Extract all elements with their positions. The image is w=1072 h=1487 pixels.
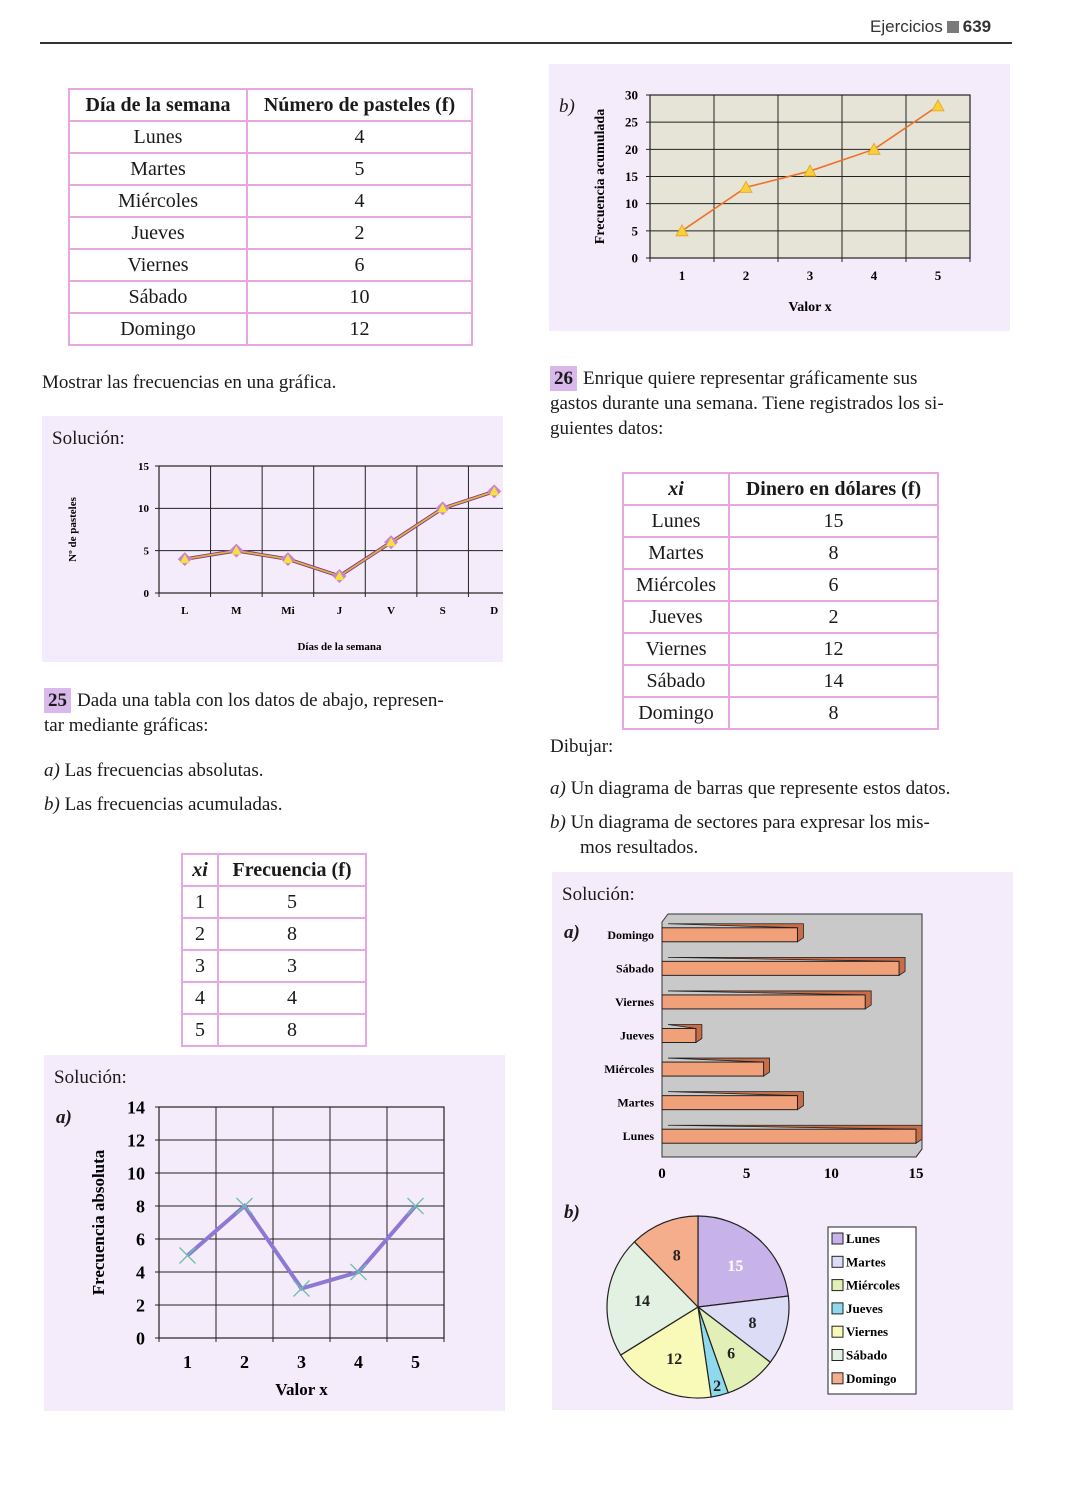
table-row <box>182 886 366 918</box>
table-row <box>623 633 938 665</box>
exercise-26 <box>550 366 1012 441</box>
item-letter: b) <box>550 812 566 833</box>
ex26-line3: guientes datos: <box>550 418 664 439</box>
dibujar-text: Dibujar: <box>550 736 614 757</box>
table-row <box>623 665 938 697</box>
item-text: Las frecuencias absolutas. <box>64 760 264 781</box>
y-tick-label: 30 <box>625 87 638 103</box>
category-label: Viernes <box>615 994 654 1009</box>
item-text: Las frecuencias acumuladas. <box>64 794 283 815</box>
category-label: Martes <box>617 1095 654 1110</box>
x-tick-label: M <box>231 605 242 617</box>
table-cell: 12 <box>729 633 938 665</box>
table-cell: 6 <box>729 569 938 601</box>
ex26-item-b <box>550 810 930 860</box>
legend-label: Miércoles <box>846 1277 900 1293</box>
table-row <box>623 537 938 569</box>
x-tick-label: L <box>181 605 189 617</box>
slice-label: 2 <box>713 1377 722 1395</box>
table-cell: 5 <box>218 886 366 918</box>
y-tick-label: 10 <box>127 1163 145 1184</box>
ex25-line2: tar mediante gráficas: <box>44 715 209 736</box>
solution-box-1 <box>42 416 503 662</box>
header-square-icon <box>947 21 959 33</box>
x-tick-label: 0 <box>658 1166 666 1182</box>
line-chart-pasteles <box>42 416 503 662</box>
table-cell: 2 <box>729 601 938 633</box>
table-cell: 4 <box>247 121 472 153</box>
category-label: Sábado <box>615 961 654 976</box>
slice-label: 15 <box>727 1257 744 1275</box>
table-row <box>182 982 366 1014</box>
pasteles-table <box>68 88 473 346</box>
x-axis-label: Días de la semana <box>297 641 382 653</box>
table-row <box>69 281 472 313</box>
ex25-item-a <box>44 758 263 783</box>
series-line <box>188 1206 416 1289</box>
ex25-item-b <box>44 792 282 817</box>
label-a: a) <box>56 1107 72 1128</box>
solution-box-2 <box>44 1055 505 1411</box>
legend-swatch <box>832 1233 843 1244</box>
page-header <box>870 17 991 37</box>
category-label: Miércoles <box>604 1062 654 1077</box>
y-tick-label: 20 <box>625 141 638 157</box>
x-tick-label: 5 <box>742 1166 751 1182</box>
table-cell: Viernes <box>69 249 247 281</box>
table-cell: 3 <box>218 950 366 982</box>
table-header <box>247 89 472 121</box>
x-tick-label: 5 <box>934 268 942 283</box>
x-tick-label: 1 <box>183 1352 192 1372</box>
table-cell: Viernes <box>623 633 729 665</box>
legend-label: Viernes <box>846 1324 889 1340</box>
table-row <box>182 918 366 950</box>
x-tick-label: V <box>387 605 396 617</box>
x-tick-label: S <box>439 605 446 617</box>
table-header: xi <box>623 473 729 505</box>
table-cell: 12 <box>247 313 472 345</box>
table-cell: 2 <box>247 217 472 249</box>
table-cell: 6 <box>247 249 472 281</box>
legend-label: Lunes <box>846 1231 880 1246</box>
slice-label: 12 <box>666 1351 683 1369</box>
table-cell: 5 <box>247 153 472 185</box>
table-row <box>182 950 366 982</box>
item-letter: a) <box>44 760 60 781</box>
table-row <box>69 153 472 185</box>
x-tick-label: 4 <box>870 268 878 283</box>
header-label: Número de pasteles (f) <box>263 93 456 116</box>
label-b: b) <box>559 96 575 117</box>
table-cell: 4 <box>182 982 218 1014</box>
legend-label: Sábado <box>846 1347 888 1363</box>
section-title: Ejercicios <box>870 17 943 36</box>
table-cell: Domingo <box>623 697 729 729</box>
table-cell: 4 <box>218 982 366 1014</box>
table-cell: 8 <box>729 697 938 729</box>
table-cell: Martes <box>623 537 729 569</box>
y-tick-label: 14 <box>127 1097 145 1118</box>
y-tick-label: 15 <box>138 460 149 473</box>
table-row <box>623 505 938 537</box>
table-header: Dinero en dólares (f) <box>729 473 938 505</box>
series-line <box>185 491 494 576</box>
x-tick-label: Mi <box>281 605 295 617</box>
mostrar-text: Mostrar las frecuencias en una gráfica. <box>42 372 337 393</box>
legend-swatch <box>832 1280 843 1291</box>
solution-box-3 <box>549 64 1010 331</box>
table-cell: 8 <box>729 537 938 569</box>
ex26-item-a <box>550 776 950 801</box>
y-axis-label: Frecuencia absoluta <box>89 1149 108 1296</box>
table-row <box>69 185 472 217</box>
y-tick-label: 5 <box>631 223 638 239</box>
y-tick-label: 0 <box>136 1328 145 1349</box>
table-row <box>623 569 938 601</box>
bar <box>662 1096 797 1110</box>
bar-and-pie-charts <box>552 872 1013 1410</box>
item-text: Un diagrama de sectores para expresar los mis- <box>570 812 930 833</box>
table-cell: Sábado <box>69 281 247 313</box>
category-label: Jueves <box>620 1028 654 1043</box>
y-tick-label: 25 <box>625 114 638 130</box>
solucion-label: Solución: <box>54 1067 127 1088</box>
slice-label: 14 <box>633 1293 650 1311</box>
x-tick-label: 10 <box>823 1166 839 1182</box>
bar <box>662 995 865 1009</box>
dinero-table <box>622 472 939 730</box>
bar <box>662 1029 696 1043</box>
x-tick-label: 4 <box>354 1352 363 1372</box>
legend-swatch <box>832 1303 843 1314</box>
data-point <box>180 1248 196 1264</box>
bar <box>662 961 899 975</box>
y-axis-label: Nº de pasteles <box>67 497 79 562</box>
table-row <box>69 249 472 281</box>
table-cell: Lunes <box>623 505 729 537</box>
item-letter: b) <box>44 794 60 815</box>
solution-box-4 <box>552 872 1013 1410</box>
table-cell: Sábado <box>623 665 729 697</box>
table-row <box>69 217 472 249</box>
table-cell: Lunes <box>69 121 247 153</box>
exercise-25 <box>44 688 504 738</box>
line-chart-frecuencia-acumulada <box>549 64 1010 331</box>
page-number: 639 <box>962 17 992 36</box>
legend-label: Domingo <box>846 1370 897 1386</box>
table-row <box>182 1014 366 1046</box>
table-header: Frecuencia (f) <box>218 854 366 886</box>
legend-label: Martes <box>846 1254 886 1270</box>
ex25-line1: Dada una tabla con los datos de abajo, represen- <box>77 690 444 711</box>
x-tick-label: 2 <box>240 1352 249 1372</box>
x-axis-label: Valor x <box>788 300 832 315</box>
solucion-label: Solución: <box>52 428 125 449</box>
y-tick-label: 0 <box>631 250 638 266</box>
table-cell: 5 <box>182 1014 218 1046</box>
y-tick-label: 12 <box>127 1130 145 1151</box>
y-axis-label: Frecuencia acumulada <box>593 108 608 245</box>
exercise-number: 25 <box>44 688 71 713</box>
y-tick-label: 2 <box>136 1295 145 1316</box>
x-tick-label: 15 <box>908 1166 924 1182</box>
bar <box>662 1062 764 1076</box>
y-tick-label: 15 <box>625 169 638 185</box>
x-tick-label: 3 <box>297 1352 306 1372</box>
x-tick-label: 3 <box>806 268 814 283</box>
slice-label: 8 <box>672 1247 681 1265</box>
table-cell: Miércoles <box>623 569 729 601</box>
table-header: xi <box>182 854 218 886</box>
table-row <box>69 121 472 153</box>
table-cell: Miércoles <box>69 185 247 217</box>
table-row <box>69 313 472 345</box>
table-cell: 8 <box>218 1014 366 1046</box>
solucion-label: Solución: <box>562 884 635 905</box>
bar <box>662 928 797 942</box>
y-tick-label: 6 <box>136 1229 145 1250</box>
slice-label: 6 <box>727 1345 736 1363</box>
table-cell: 3 <box>182 950 218 982</box>
label-b: b) <box>564 1202 580 1223</box>
label-a: a) <box>564 922 580 943</box>
table-cell: 4 <box>247 185 472 217</box>
frecuencia-table <box>181 853 367 1047</box>
bar <box>662 1129 916 1143</box>
table-cell: 2 <box>182 918 218 950</box>
category-label: Domingo <box>607 927 654 942</box>
table-cell: 10 <box>247 281 472 313</box>
table-cell: 1 <box>182 886 218 918</box>
x-tick-label: J <box>336 605 343 617</box>
table-cell: Domingo <box>69 313 247 345</box>
legend-swatch <box>832 1350 843 1361</box>
x-axis-label: Valor x <box>275 1380 328 1399</box>
exercise-number: 26 <box>550 366 577 391</box>
line-chart-frecuencia-absoluta <box>44 1055 505 1411</box>
y-tick-label: 8 <box>136 1196 145 1217</box>
x-tick-label: 2 <box>742 268 750 283</box>
y-tick-label: 10 <box>625 196 638 212</box>
category-label: Lunes <box>622 1129 654 1144</box>
table-cell: 8 <box>218 918 366 950</box>
slice-label: 8 <box>748 1314 757 1332</box>
series-line-outline <box>185 491 494 576</box>
item-letter: a) <box>550 778 566 799</box>
legend-label: Jueves <box>846 1300 883 1316</box>
x-tick-label: D <box>490 605 499 617</box>
table-row <box>623 697 938 729</box>
item-text: mos resultados. <box>580 837 699 858</box>
legend-swatch <box>832 1373 843 1384</box>
ex26-line1: Enrique quiere representar gráficamente sus <box>583 368 918 389</box>
table-cell: 14 <box>729 665 938 697</box>
y-tick-label: 10 <box>138 503 149 516</box>
y-tick-label: 4 <box>136 1262 145 1283</box>
legend-swatch <box>832 1326 843 1337</box>
table-row <box>623 601 938 633</box>
table-header: Día de la semana <box>69 89 247 121</box>
table-cell: Jueves <box>69 217 247 249</box>
x-tick-label: 1 <box>678 268 686 283</box>
table-cell: Martes <box>69 153 247 185</box>
y-tick-label: 5 <box>143 545 149 558</box>
ex26-line2: gastos durante una semana. Tiene registrados los si- <box>550 393 944 414</box>
table-cell: Jueves <box>623 601 729 633</box>
header-rule <box>40 42 1012 44</box>
legend-swatch <box>832 1256 843 1267</box>
table-cell: 15 <box>729 505 938 537</box>
x-tick-label: 5 <box>411 1352 420 1372</box>
y-tick-label: 0 <box>143 587 149 600</box>
item-text: Un diagrama de barras que represente estos datos. <box>570 778 951 799</box>
